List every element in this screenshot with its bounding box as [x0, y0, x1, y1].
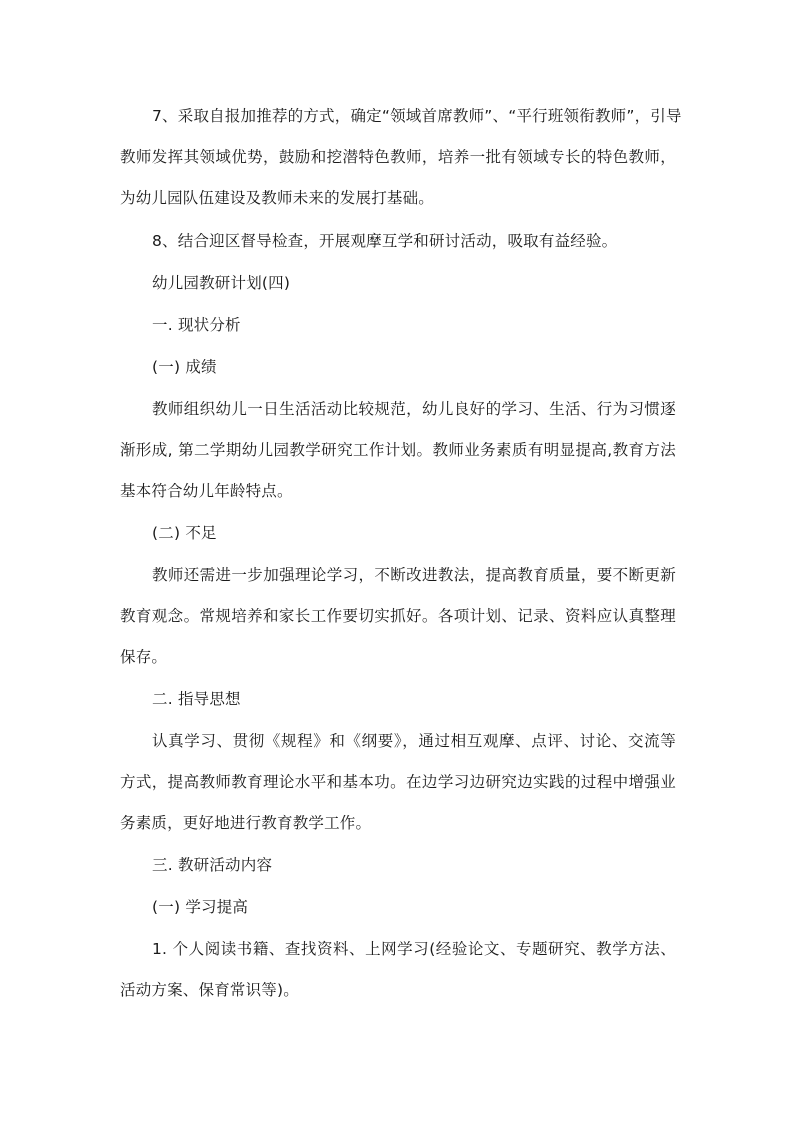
text-line: 活动方案、保育常识等)。: [120, 981, 299, 999]
text-line: 教师发挥其领域优势，鼓励和挖潜特色教师，培养一批有领域专长的特色教师，: [120, 148, 676, 166]
text-line: 8、结合迎区督导检查，开展观摩互学和研讨活动，吸取有益经验。: [152, 232, 618, 250]
paragraph-guiding-ideas: [120, 721, 676, 844]
text-line: 二. 指导思想: [152, 690, 241, 708]
text-line: (一) 学习提高: [152, 898, 249, 916]
paragraph-item-8: [120, 221, 676, 262]
text-line: 教师还需进一步加强理论学习，不断改进教法，提高教育质量，要不断更新: [152, 566, 676, 584]
paragraph-achievements: [120, 389, 676, 512]
text-line: 务素质，更好地进行教育教学工作。: [120, 814, 372, 832]
paragraph-item-7: [120, 96, 682, 219]
text-line: 幼儿园教研计划(四): [152, 274, 291, 292]
text-line: 1. 个人阅读书籍、查找资料、上网学习(经验论文、专题研究、教学方法、: [152, 940, 676, 958]
subsection-heading-achievements: [120, 347, 676, 388]
text-line: 教师组织幼儿一日生活活动比较规范，幼儿良好的学习、生活、行为习惯逐: [152, 400, 676, 418]
section-heading-status-analysis: [120, 305, 676, 346]
text-line: 基本符合幼儿年龄特点。: [120, 482, 293, 500]
text-line: 一. 现状分析: [152, 316, 241, 334]
text-line: 方式，提高教师教育理论水平和基本功。在边学习边研究边实践的过程中增强业: [120, 773, 676, 791]
text-line: 认真学习、贯彻《规程》和《纲要》，通过相互观摩、点评、讨论、交流等: [152, 732, 676, 750]
subsection-heading-shortcomings: [120, 513, 676, 554]
text-line: 保存。: [120, 648, 168, 666]
text-line: 7、采取自报加推荐的方式，确定“领域首席教师”、“平行班领衔教师”，引导: [152, 107, 682, 125]
section-heading-guiding-ideas: [120, 679, 676, 720]
text-line: 渐形成, 第二学期幼儿园教学研究工作计划。教师业务素质有明显提高,教育方法: [120, 441, 676, 459]
text-line: (一) 成绩: [152, 358, 217, 376]
paragraph-shortcomings: [120, 555, 676, 678]
section-heading-research-content: [120, 845, 676, 886]
text-line: 三. 教研活动内容: [152, 856, 273, 874]
text-line: 教育观念。常规培养和家长工作要切实抓好。各项计划、记录、资料应认真整理: [120, 607, 676, 625]
plan-title: [120, 263, 676, 304]
text-line: 为幼儿园队伍建设及教师未来的发展打基础。: [120, 189, 435, 207]
text-line: (二) 不足: [152, 524, 217, 542]
subsection-heading-learning: [120, 887, 676, 928]
paragraph-item-3-1-1: [120, 929, 676, 1011]
